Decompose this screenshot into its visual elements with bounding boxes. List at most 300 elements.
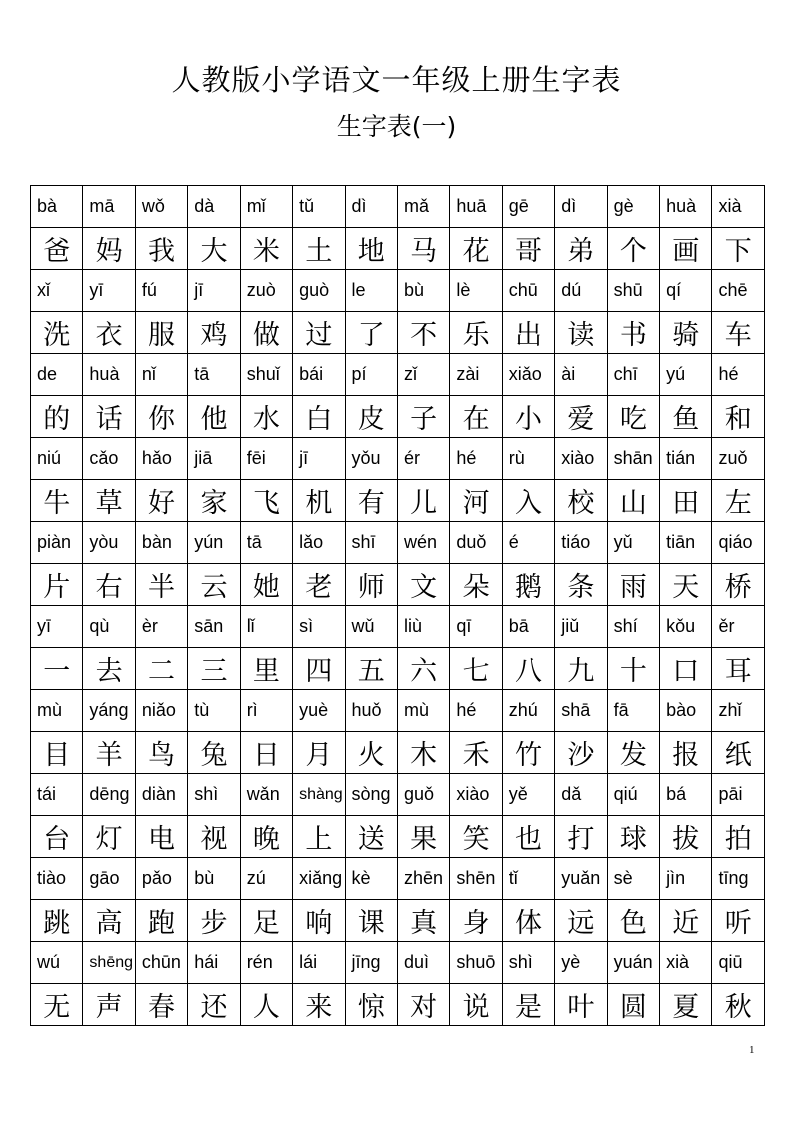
pinyin-cell: tái bbox=[31, 774, 83, 816]
character-cell: 米 bbox=[240, 228, 292, 270]
character-cell: 骑 bbox=[660, 312, 712, 354]
character-cell: 飞 bbox=[240, 480, 292, 522]
pinyin-row bbox=[31, 774, 765, 816]
character-cell: 校 bbox=[555, 480, 607, 522]
pinyin-cell: èr bbox=[135, 606, 187, 648]
character-cell: 步 bbox=[188, 900, 240, 942]
pinyin-cell: duì bbox=[397, 942, 449, 984]
character-cell: 入 bbox=[502, 480, 554, 522]
pinyin-cell: dà bbox=[188, 186, 240, 228]
pinyin-cell: niǎo bbox=[135, 690, 187, 732]
pinyin-cell: jiā bbox=[188, 438, 240, 480]
character-cell: 的 bbox=[31, 396, 83, 438]
pinyin-cell: tǔ bbox=[293, 186, 345, 228]
character-cell: 小 bbox=[502, 396, 554, 438]
character-cell: 目 bbox=[31, 732, 83, 774]
pinyin-row bbox=[31, 942, 765, 984]
pinyin-cell: chūn bbox=[135, 942, 187, 984]
pinyin-cell: zhú bbox=[502, 690, 554, 732]
pinyin-cell: mǎ bbox=[397, 186, 449, 228]
character-cell: 去 bbox=[83, 648, 135, 690]
pinyin-cell: tīng bbox=[712, 858, 764, 900]
character-cell: 半 bbox=[135, 564, 187, 606]
pinyin-cell: yě bbox=[502, 774, 554, 816]
pinyin-cell: jīng bbox=[345, 942, 397, 984]
character-cell: 片 bbox=[31, 564, 83, 606]
character-cell: 身 bbox=[450, 900, 502, 942]
character-cell: 视 bbox=[188, 816, 240, 858]
character-cell: 三 bbox=[188, 648, 240, 690]
character-cell: 出 bbox=[502, 312, 554, 354]
character-cell: 远 bbox=[555, 900, 607, 942]
character-cell: 河 bbox=[450, 480, 502, 522]
pinyin-cell: wǎn bbox=[240, 774, 292, 816]
character-cell: 上 bbox=[293, 816, 345, 858]
character-row bbox=[31, 396, 765, 438]
pinyin-cell: hé bbox=[450, 438, 502, 480]
character-cell: 雨 bbox=[607, 564, 659, 606]
character-cell: 月 bbox=[293, 732, 345, 774]
character-cell: 纸 bbox=[712, 732, 764, 774]
character-cell: 在 bbox=[450, 396, 502, 438]
pinyin-cell: mù bbox=[397, 690, 449, 732]
pinyin-cell: shàng bbox=[293, 774, 345, 816]
pinyin-cell: tǐ bbox=[502, 858, 554, 900]
pinyin-cell: yuán bbox=[607, 942, 659, 984]
pinyin-cell: de bbox=[31, 354, 83, 396]
character-cell: 服 bbox=[135, 312, 187, 354]
character-cell: 木 bbox=[397, 732, 449, 774]
pinyin-cell: dú bbox=[555, 270, 607, 312]
pinyin-cell: qiáo bbox=[712, 522, 764, 564]
pinyin-cell: xià bbox=[712, 186, 764, 228]
character-cell: 拍 bbox=[712, 816, 764, 858]
pinyin-cell: qù bbox=[83, 606, 135, 648]
character-cell: 无 bbox=[31, 984, 83, 1026]
pinyin-cell: zài bbox=[450, 354, 502, 396]
character-row bbox=[31, 648, 765, 690]
pinyin-cell: huǒ bbox=[345, 690, 397, 732]
pinyin-cell: sòng bbox=[345, 774, 397, 816]
character-cell: 电 bbox=[135, 816, 187, 858]
pinyin-cell: xià bbox=[660, 942, 712, 984]
pinyin-cell: huā bbox=[450, 186, 502, 228]
pinyin-cell: tiáo bbox=[555, 522, 607, 564]
character-cell: 话 bbox=[83, 396, 135, 438]
character-cell: 桥 bbox=[712, 564, 764, 606]
pinyin-cell: nǐ bbox=[135, 354, 187, 396]
pinyin-cell: zhēn bbox=[397, 858, 449, 900]
pinyin-cell: qí bbox=[660, 270, 712, 312]
character-cell: 白 bbox=[293, 396, 345, 438]
character-cell: 好 bbox=[135, 480, 187, 522]
character-table bbox=[30, 185, 765, 1026]
character-cell: 夏 bbox=[660, 984, 712, 1026]
character-cell: 一 bbox=[31, 648, 83, 690]
character-cell: 四 bbox=[293, 648, 345, 690]
character-cell: 和 bbox=[712, 396, 764, 438]
pinyin-cell: diàn bbox=[135, 774, 187, 816]
character-cell: 皮 bbox=[345, 396, 397, 438]
pinyin-cell: bā bbox=[502, 606, 554, 648]
character-cell: 打 bbox=[555, 816, 607, 858]
pinyin-cell: cǎo bbox=[83, 438, 135, 480]
character-cell: 洗 bbox=[31, 312, 83, 354]
pinyin-cell: ěr bbox=[712, 606, 764, 648]
pinyin-cell: zuò bbox=[240, 270, 292, 312]
pinyin-cell: kè bbox=[345, 858, 397, 900]
pinyin-cell: fēi bbox=[240, 438, 292, 480]
character-cell: 响 bbox=[293, 900, 345, 942]
character-cell: 人 bbox=[240, 984, 292, 1026]
pinyin-cell: dì bbox=[345, 186, 397, 228]
pinyin-cell: shuō bbox=[450, 942, 502, 984]
pinyin-cell: shān bbox=[607, 438, 659, 480]
pinyin-cell: kǒu bbox=[660, 606, 712, 648]
character-cell: 吃 bbox=[607, 396, 659, 438]
character-cell: 声 bbox=[83, 984, 135, 1026]
character-cell: 发 bbox=[607, 732, 659, 774]
pinyin-cell: dǎ bbox=[555, 774, 607, 816]
pinyin-cell: jī bbox=[188, 270, 240, 312]
pinyin-cell: xiào bbox=[555, 438, 607, 480]
pinyin-cell: zhǐ bbox=[712, 690, 764, 732]
pinyin-cell: bà bbox=[31, 186, 83, 228]
pinyin-cell: shū bbox=[607, 270, 659, 312]
pinyin-cell: lái bbox=[293, 942, 345, 984]
character-cell: 说 bbox=[450, 984, 502, 1026]
character-cell: 足 bbox=[240, 900, 292, 942]
pinyin-cell: tā bbox=[188, 354, 240, 396]
character-cell: 晚 bbox=[240, 816, 292, 858]
pinyin-cell: shī bbox=[345, 522, 397, 564]
pinyin-cell: yuǎn bbox=[555, 858, 607, 900]
character-cell: 衣 bbox=[83, 312, 135, 354]
character-cell: 跑 bbox=[135, 900, 187, 942]
character-cell: 读 bbox=[555, 312, 607, 354]
character-cell: 有 bbox=[345, 480, 397, 522]
character-cell: 兔 bbox=[188, 732, 240, 774]
pinyin-cell: dēng bbox=[83, 774, 135, 816]
character-cell: 真 bbox=[397, 900, 449, 942]
character-cell: 沙 bbox=[555, 732, 607, 774]
character-cell: 火 bbox=[345, 732, 397, 774]
character-cell: 课 bbox=[345, 900, 397, 942]
pinyin-cell: mǐ bbox=[240, 186, 292, 228]
character-cell: 十 bbox=[607, 648, 659, 690]
pinyin-cell: zǐ bbox=[397, 354, 449, 396]
character-cell: 过 bbox=[293, 312, 345, 354]
pinyin-cell: yī bbox=[83, 270, 135, 312]
character-cell: 秋 bbox=[712, 984, 764, 1026]
pinyin-cell: yè bbox=[555, 942, 607, 984]
character-cell: 春 bbox=[135, 984, 187, 1026]
character-cell: 哥 bbox=[502, 228, 554, 270]
pinyin-cell: hé bbox=[450, 690, 502, 732]
pinyin-cell: chē bbox=[712, 270, 764, 312]
pinyin-cell: pǎo bbox=[135, 858, 187, 900]
pinyin-cell: guò bbox=[293, 270, 345, 312]
character-cell: 爱 bbox=[555, 396, 607, 438]
pinyin-cell: fú bbox=[135, 270, 187, 312]
pinyin-cell: yī bbox=[31, 606, 83, 648]
pinyin-cell: ér bbox=[397, 438, 449, 480]
pinyin-cell: pāi bbox=[712, 774, 764, 816]
character-cell: 车 bbox=[712, 312, 764, 354]
character-cell: 叶 bbox=[555, 984, 607, 1026]
pinyin-cell: mù bbox=[31, 690, 83, 732]
pinyin-cell: huà bbox=[83, 354, 135, 396]
character-cell: 不 bbox=[397, 312, 449, 354]
character-cell: 土 bbox=[293, 228, 345, 270]
pinyin-cell: jiǔ bbox=[555, 606, 607, 648]
pinyin-cell: zú bbox=[240, 858, 292, 900]
character-cell: 朵 bbox=[450, 564, 502, 606]
pinyin-cell: tián bbox=[660, 438, 712, 480]
character-row bbox=[31, 900, 765, 942]
character-cell: 台 bbox=[31, 816, 83, 858]
character-row bbox=[31, 480, 765, 522]
pinyin-cell: sè bbox=[607, 858, 659, 900]
character-row bbox=[31, 984, 765, 1026]
character-cell: 送 bbox=[345, 816, 397, 858]
pinyin-cell: lǐ bbox=[240, 606, 292, 648]
pinyin-cell: pí bbox=[345, 354, 397, 396]
character-cell: 七 bbox=[450, 648, 502, 690]
character-cell: 下 bbox=[712, 228, 764, 270]
pinyin-row bbox=[31, 438, 765, 480]
character-cell: 二 bbox=[135, 648, 187, 690]
character-cell: 鸟 bbox=[135, 732, 187, 774]
character-cell: 书 bbox=[607, 312, 659, 354]
pinyin-cell: shì bbox=[188, 774, 240, 816]
pinyin-row bbox=[31, 690, 765, 732]
pinyin-cell: bái bbox=[293, 354, 345, 396]
pinyin-row bbox=[31, 522, 765, 564]
character-cell: 个 bbox=[607, 228, 659, 270]
character-cell: 做 bbox=[240, 312, 292, 354]
pinyin-cell: ài bbox=[555, 354, 607, 396]
character-cell: 大 bbox=[188, 228, 240, 270]
character-cell: 也 bbox=[502, 816, 554, 858]
pinyin-cell: liù bbox=[397, 606, 449, 648]
page-subtitle: 生字表(一) bbox=[336, 112, 457, 141]
character-cell: 拔 bbox=[660, 816, 712, 858]
character-cell: 水 bbox=[240, 396, 292, 438]
character-cell: 花 bbox=[450, 228, 502, 270]
pinyin-cell: gāo bbox=[83, 858, 135, 900]
character-cell: 是 bbox=[502, 984, 554, 1026]
pinyin-cell: lè bbox=[450, 270, 502, 312]
character-cell: 鸡 bbox=[188, 312, 240, 354]
character-row bbox=[31, 312, 765, 354]
pinyin-cell: guǒ bbox=[397, 774, 449, 816]
character-cell: 马 bbox=[397, 228, 449, 270]
character-cell: 听 bbox=[712, 900, 764, 942]
character-cell: 还 bbox=[188, 984, 240, 1026]
character-cell: 文 bbox=[397, 564, 449, 606]
character-cell: 地 bbox=[345, 228, 397, 270]
pinyin-cell: dì bbox=[555, 186, 607, 228]
character-cell: 口 bbox=[660, 648, 712, 690]
pinyin-cell: shēn bbox=[450, 858, 502, 900]
pinyin-cell: jìn bbox=[660, 858, 712, 900]
pinyin-cell: bào bbox=[660, 690, 712, 732]
character-cell: 师 bbox=[345, 564, 397, 606]
character-cell: 果 bbox=[397, 816, 449, 858]
pinyin-cell: zuǒ bbox=[712, 438, 764, 480]
character-cell: 子 bbox=[397, 396, 449, 438]
character-cell: 草 bbox=[83, 480, 135, 522]
character-cell: 九 bbox=[555, 648, 607, 690]
pinyin-cell: shēng bbox=[83, 942, 135, 984]
character-cell: 弟 bbox=[555, 228, 607, 270]
character-cell: 报 bbox=[660, 732, 712, 774]
character-cell: 机 bbox=[293, 480, 345, 522]
character-cell: 里 bbox=[240, 648, 292, 690]
character-cell: 灯 bbox=[83, 816, 135, 858]
character-cell: 对 bbox=[397, 984, 449, 1026]
pinyin-row bbox=[31, 606, 765, 648]
character-cell: 了 bbox=[345, 312, 397, 354]
pinyin-cell: fā bbox=[607, 690, 659, 732]
page-number: 1 bbox=[749, 1044, 755, 1056]
pinyin-cell: yòu bbox=[83, 522, 135, 564]
pinyin-cell: hé bbox=[712, 354, 764, 396]
pinyin-cell: tiào bbox=[31, 858, 83, 900]
character-cell: 家 bbox=[188, 480, 240, 522]
pinyin-cell: é bbox=[502, 522, 554, 564]
pinyin-cell: sì bbox=[293, 606, 345, 648]
pinyin-cell: xiǎng bbox=[293, 858, 345, 900]
character-cell: 近 bbox=[660, 900, 712, 942]
pinyin-cell: shā bbox=[555, 690, 607, 732]
character-cell: 羊 bbox=[83, 732, 135, 774]
pinyin-cell: xiào bbox=[450, 774, 502, 816]
pinyin-cell: duǒ bbox=[450, 522, 502, 564]
character-cell: 八 bbox=[502, 648, 554, 690]
character-row bbox=[31, 228, 765, 270]
character-cell: 山 bbox=[607, 480, 659, 522]
pinyin-cell: wǒ bbox=[135, 186, 187, 228]
pinyin-cell: xǐ bbox=[31, 270, 83, 312]
character-cell: 画 bbox=[660, 228, 712, 270]
pinyin-cell: bàn bbox=[135, 522, 187, 564]
character-cell: 老 bbox=[293, 564, 345, 606]
character-cell: 色 bbox=[607, 900, 659, 942]
character-row bbox=[31, 564, 765, 606]
character-cell: 他 bbox=[188, 396, 240, 438]
character-cell: 日 bbox=[240, 732, 292, 774]
pinyin-cell: sān bbox=[188, 606, 240, 648]
character-cell: 五 bbox=[345, 648, 397, 690]
pinyin-cell: hǎo bbox=[135, 438, 187, 480]
pinyin-row bbox=[31, 858, 765, 900]
pinyin-cell: tù bbox=[188, 690, 240, 732]
pinyin-cell: qiū bbox=[712, 942, 764, 984]
page-title: 人教版小学语文一年级上册生字表 bbox=[171, 63, 622, 97]
character-cell: 儿 bbox=[397, 480, 449, 522]
character-cell: 你 bbox=[135, 396, 187, 438]
pinyin-cell: wǔ bbox=[345, 606, 397, 648]
pinyin-cell: qī bbox=[450, 606, 502, 648]
pinyin-cell: yú bbox=[660, 354, 712, 396]
pinyin-cell: wú bbox=[31, 942, 83, 984]
character-cell: 爸 bbox=[31, 228, 83, 270]
pinyin-cell: shuǐ bbox=[240, 354, 292, 396]
character-cell: 笑 bbox=[450, 816, 502, 858]
pinyin-cell: piàn bbox=[31, 522, 83, 564]
character-cell: 乐 bbox=[450, 312, 502, 354]
character-cell: 天 bbox=[660, 564, 712, 606]
character-cell: 鹅 bbox=[502, 564, 554, 606]
pinyin-cell: wén bbox=[397, 522, 449, 564]
pinyin-cell: niú bbox=[31, 438, 83, 480]
character-cell: 右 bbox=[83, 564, 135, 606]
character-cell: 竹 bbox=[502, 732, 554, 774]
character-row bbox=[31, 732, 765, 774]
pinyin-cell: yǒu bbox=[345, 438, 397, 480]
character-cell: 牛 bbox=[31, 480, 83, 522]
pinyin-cell: qiú bbox=[607, 774, 659, 816]
pinyin-cell: yún bbox=[188, 522, 240, 564]
pinyin-cell: gē bbox=[502, 186, 554, 228]
character-cell: 鱼 bbox=[660, 396, 712, 438]
pinyin-cell: chī bbox=[607, 354, 659, 396]
pinyin-cell: jī bbox=[293, 438, 345, 480]
character-cell: 跳 bbox=[31, 900, 83, 942]
character-cell: 她 bbox=[240, 564, 292, 606]
pinyin-cell: shí bbox=[607, 606, 659, 648]
pinyin-cell: mā bbox=[83, 186, 135, 228]
character-cell: 禾 bbox=[450, 732, 502, 774]
character-cell: 耳 bbox=[712, 648, 764, 690]
pinyin-cell: yuè bbox=[293, 690, 345, 732]
pinyin-cell: gè bbox=[607, 186, 659, 228]
character-cell: 圆 bbox=[607, 984, 659, 1026]
pinyin-cell: shì bbox=[502, 942, 554, 984]
pinyin-row bbox=[31, 270, 765, 312]
character-cell: 高 bbox=[83, 900, 135, 942]
character-cell: 六 bbox=[397, 648, 449, 690]
pinyin-cell: rì bbox=[240, 690, 292, 732]
character-cell: 田 bbox=[660, 480, 712, 522]
pinyin-cell: rén bbox=[240, 942, 292, 984]
pinyin-cell: yǔ bbox=[607, 522, 659, 564]
pinyin-cell: bù bbox=[397, 270, 449, 312]
pinyin-cell: chū bbox=[502, 270, 554, 312]
pinyin-cell: tā bbox=[240, 522, 292, 564]
character-cell: 条 bbox=[555, 564, 607, 606]
character-cell: 妈 bbox=[83, 228, 135, 270]
pinyin-cell: yáng bbox=[83, 690, 135, 732]
pinyin-cell: xiǎo bbox=[502, 354, 554, 396]
character-cell: 体 bbox=[502, 900, 554, 942]
pinyin-cell: tiān bbox=[660, 522, 712, 564]
pinyin-cell: hái bbox=[188, 942, 240, 984]
pinyin-cell: bù bbox=[188, 858, 240, 900]
pinyin-cell: bá bbox=[660, 774, 712, 816]
character-cell: 惊 bbox=[345, 984, 397, 1026]
character-cell: 我 bbox=[135, 228, 187, 270]
pinyin-cell: rù bbox=[502, 438, 554, 480]
pinyin-cell: le bbox=[345, 270, 397, 312]
pinyin-cell: lǎo bbox=[293, 522, 345, 564]
character-row bbox=[31, 816, 765, 858]
character-cell: 云 bbox=[188, 564, 240, 606]
pinyin-cell: huà bbox=[660, 186, 712, 228]
character-cell: 球 bbox=[607, 816, 659, 858]
